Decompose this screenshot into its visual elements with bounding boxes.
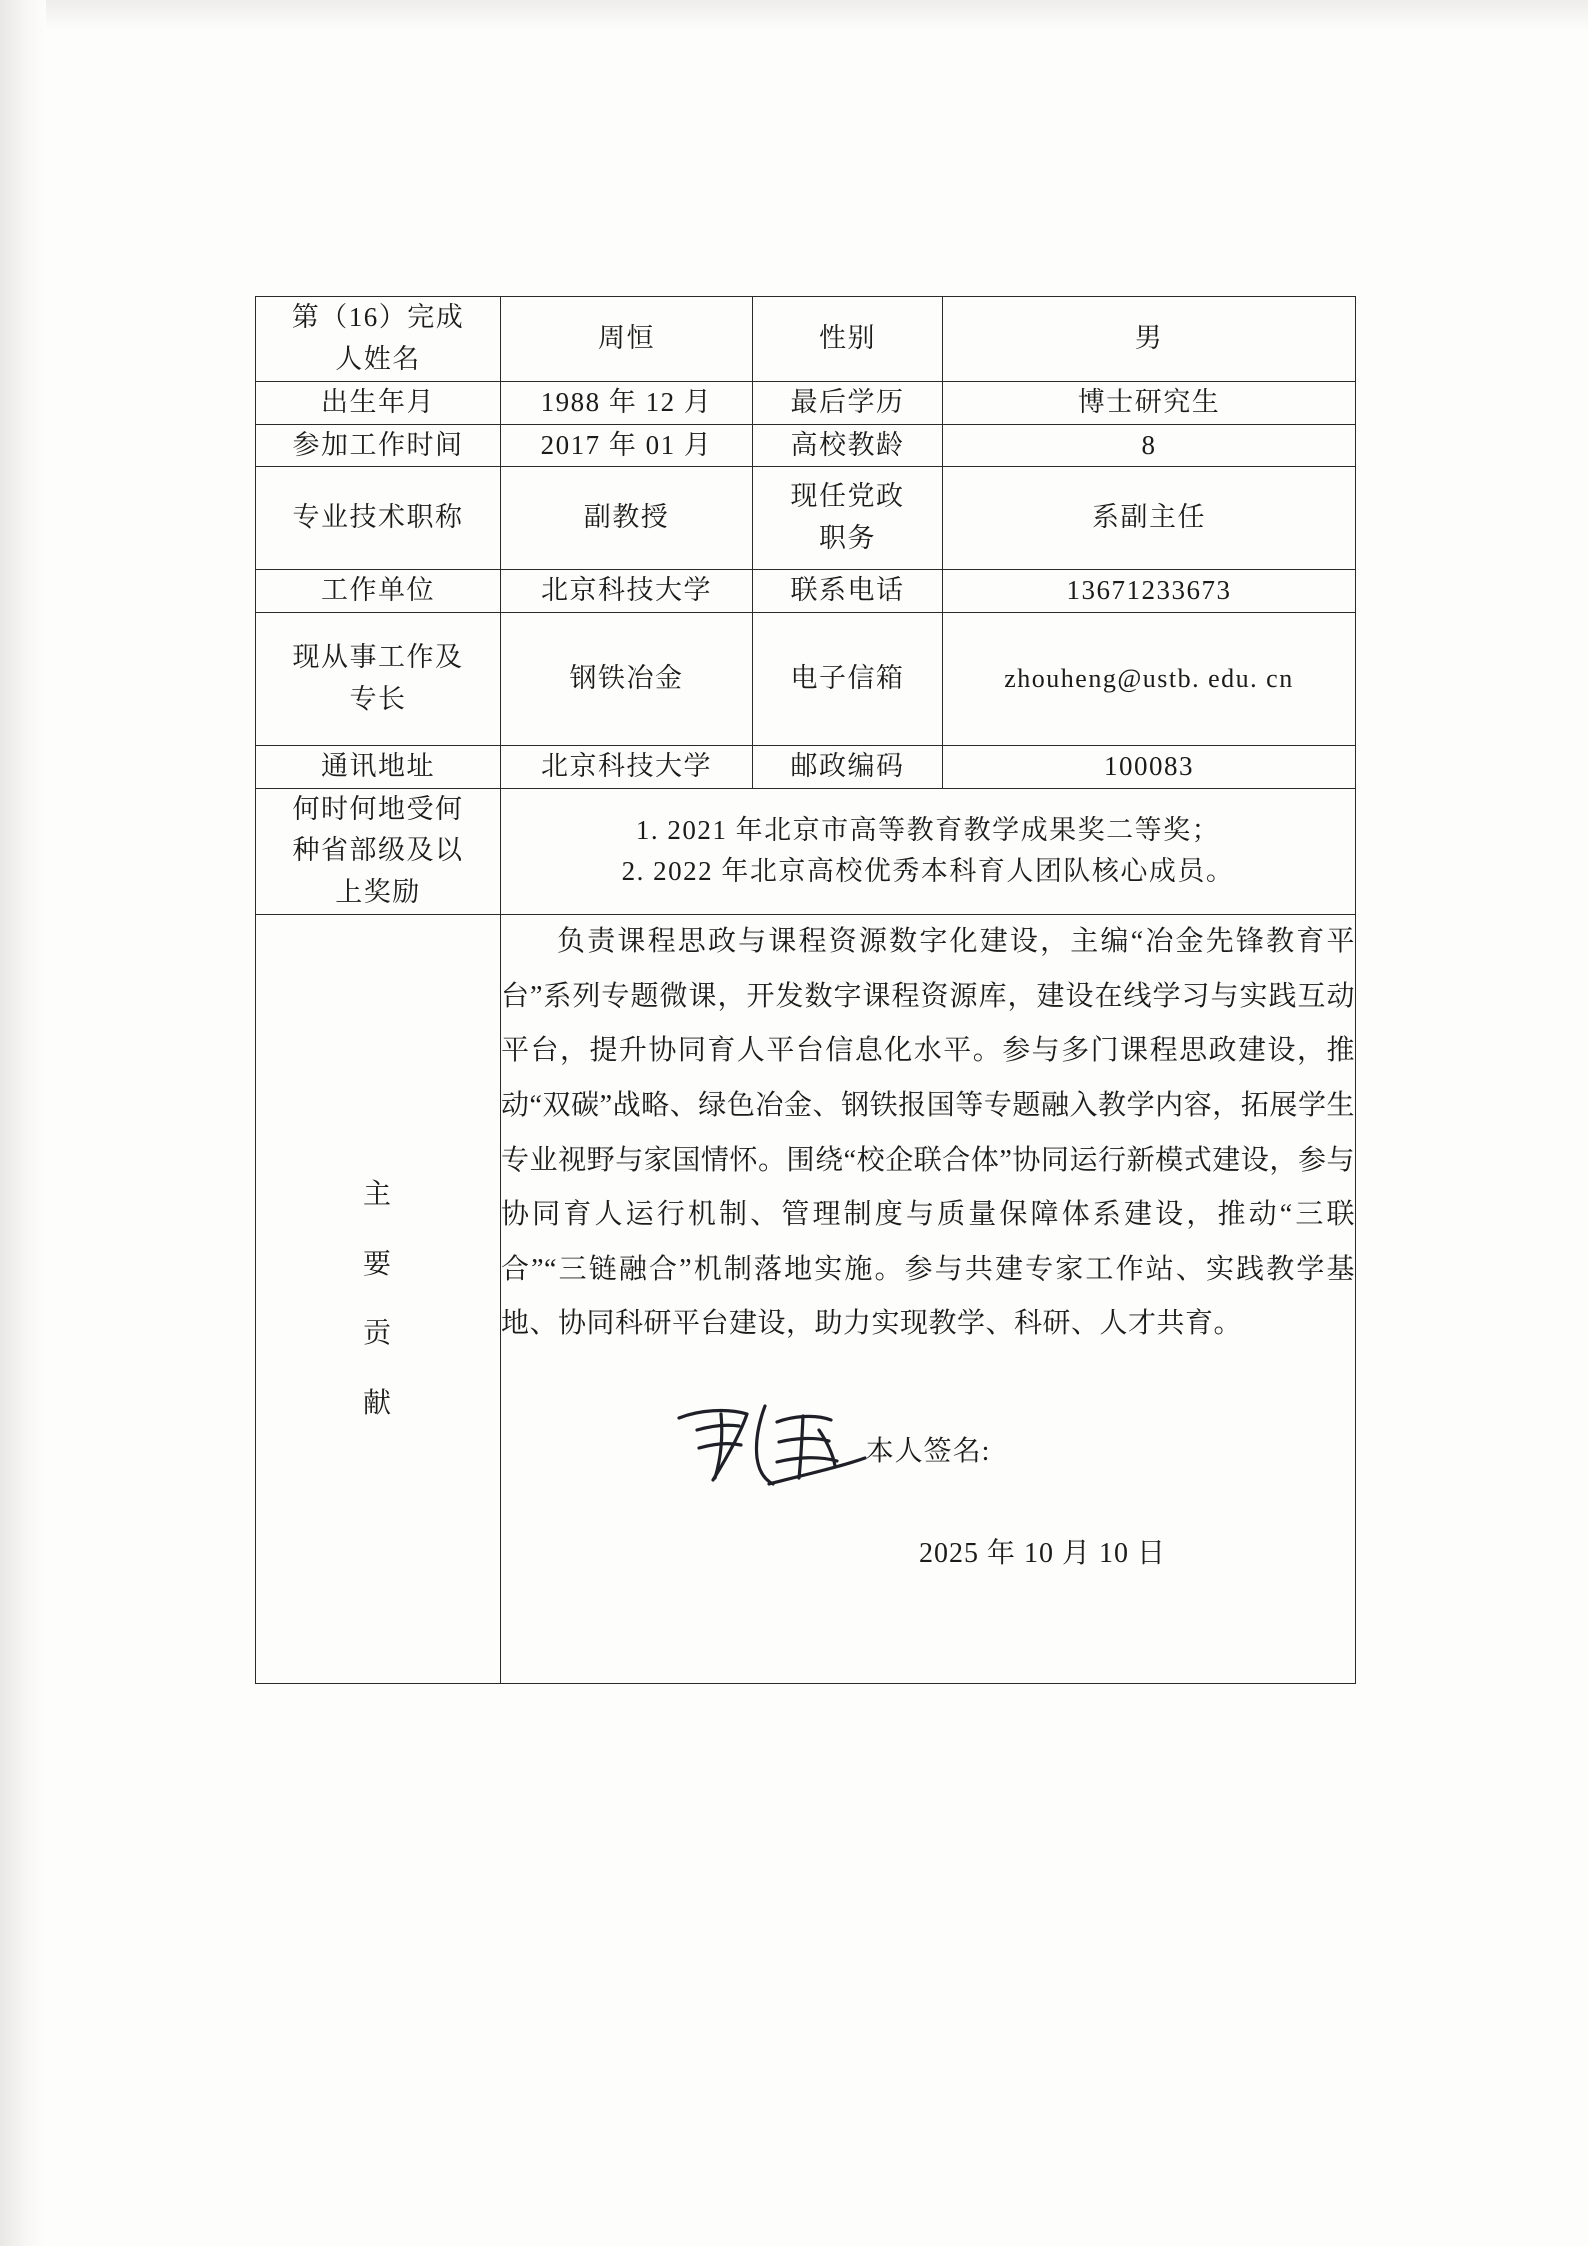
row-label-teaching-years: 高校教龄 [753,424,943,467]
award-item: 2. 2022 年北京高校优秀本科育人团队核心成员。 [621,856,1235,887]
row-value-name: 周恒 [501,297,753,382]
label-line: 何时何地受何 [292,793,464,824]
row-label-gender: 性别 [753,297,943,382]
awards-label [256,788,501,915]
row-label-postcode: 邮政编码 [753,745,943,788]
personnel-info-table [255,296,1356,1684]
table-row [256,467,1356,570]
contribution-body [501,915,1356,1684]
row-label-party-position [753,467,943,570]
label-char: 主 [362,1179,393,1211]
row-label-name [256,297,501,382]
row-value-education: 博士研究生 [943,381,1356,424]
row-value-employer: 北京科技大学 [501,570,753,613]
row-label-education: 最后学历 [753,381,943,424]
row-value-gender: 男 [943,297,1356,382]
label-line: 现任党政 [790,481,905,512]
date-text: 2025 年 10 月 10 日 [919,1537,1167,1569]
awards-row [256,788,1356,915]
table-row [256,424,1356,467]
label-char: 贡 [362,1318,393,1350]
contribution-trailing-space [501,1575,1355,1683]
label-line: 上奖励 [335,877,421,908]
table-row [256,570,1356,613]
row-value-specialty: 钢铁冶金 [501,613,753,746]
awards-body [501,788,1356,915]
row-value-phone: 13671233673 [943,570,1356,613]
row-value-birth-date: 1988 年 12 月 [501,381,753,424]
label-line: 第（16）完成 [291,302,465,332]
contribution-label [256,915,501,1684]
row-value-email: zhouheng@ustb. edu. cn [943,613,1356,746]
row-label-employer: 工作单位 [256,570,501,613]
row-value-postcode: 100083 [943,745,1356,788]
row-value-teaching-years: 8 [943,424,1356,467]
row-label-phone: 联系电话 [753,570,943,613]
label-char: 要 [362,1248,393,1280]
row-label-specialty [256,613,501,746]
scan-edge-left [0,0,46,2246]
row-label-address: 通讯地址 [256,745,501,788]
label-line: 职务 [819,523,876,554]
signature-row [501,1430,1355,1526]
row-label-email: 电子信箱 [753,613,943,746]
label-line: 种省部级及以 [292,835,464,866]
row-label-birth-date: 出生年月 [256,381,501,424]
table-row [256,297,1356,382]
row-value-party-position: 系副主任 [943,467,1356,570]
label-line: 专长 [349,683,407,714]
table-row [256,381,1356,424]
award-item: 1. 2021 年北京市高等教育教学成果奖二等奖； [635,814,1221,845]
row-label-professional-title: 专业技术职称 [256,467,501,570]
table-row [256,613,1356,746]
row-value-professional-title: 副教授 [501,467,753,570]
label-line: 人姓名 [335,343,421,374]
label-char: 献 [362,1387,393,1419]
contribution-row [256,915,1356,1684]
row-value-work-start: 2017 年 01 月 [501,424,753,467]
handwritten-signature [669,1396,909,1500]
signature-label: 本人签名: [865,1435,991,1467]
contribution-text: 负责课程思政与课程资源数字化建设，主编“冶金先锋教育平台”系列专题微课，开发数字课程资源库，建设在线学习与实践互动平台，提升协同育人平台信息化水平。参与多门课程思政建设，推动“双碳”战略、绿色冶金、钢铁报国等专题融入教学内容，拓展学生专业视野与家国情怀。围绕“校企联合体”协同运行新模式建设，参与协同育人运行机制、管理制度与质量保障体系建设，推动“三联合”“三链融合”机制落地实施。参与共建专家工作站、实践教学基地、协同科研平台建设，助力实现教学、科研、人才共育。 [501,926,1355,1340]
row-value-address: 北京科技大学 [501,745,753,788]
signature-date [501,1532,1355,1575]
table-row [256,745,1356,788]
scan-edge-top [0,0,1588,30]
label-line: 现从事工作及 [292,642,464,673]
row-label-work-start: 参加工作时间 [256,424,501,467]
